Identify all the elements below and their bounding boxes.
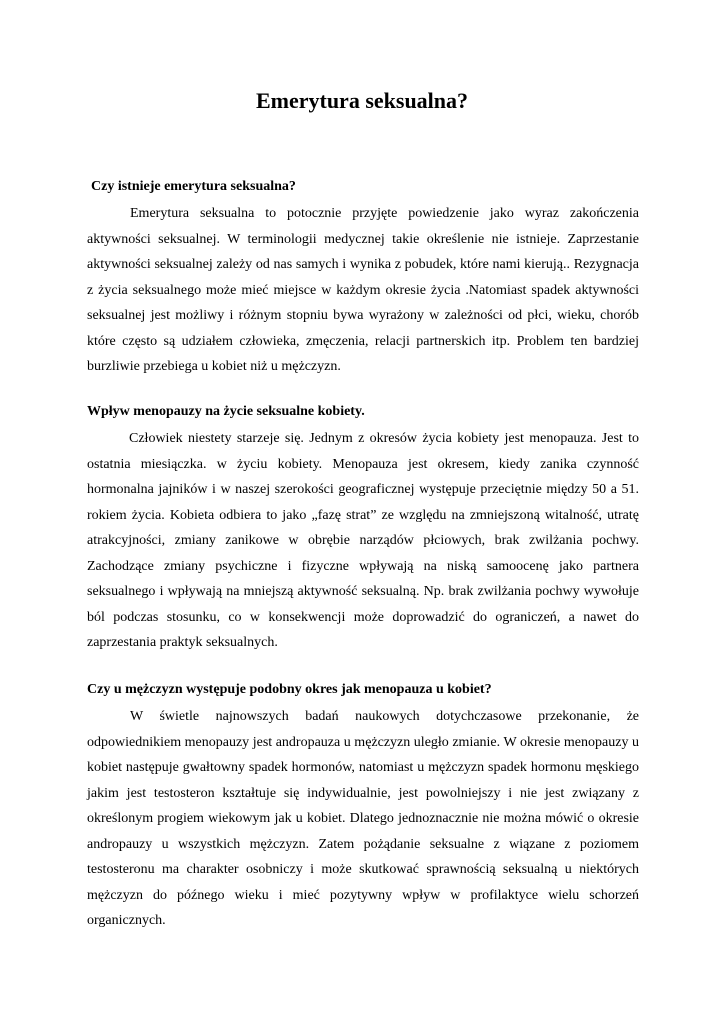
section-emerytura <box>87 178 639 380</box>
section-heading: Czy u mężczyzn występuje podobny okres jak menopauza u kobiet? <box>87 682 492 697</box>
section-menopauza <box>87 403 639 656</box>
section-paragraph: Człowiek niestety starzeje się. Jednym z okresów życia kobiety jest menopauza. Jest to ostatnia miesiączka. w życiu kobiety. Menopauza jest okresem, kiedy zanika czynność hormonalna jajników i w naszej szerokości geograficznej występuje przeciętnie między 50 a 51. rokiem życia. Kobieta odbiera to jako „fazę strat” ze względu na zmniejszoną witalność, utratę atrakcyjności, zmiany zanikowe w obrębie narządów płciowych, brak zwilżania pochwy. Zachodzące zmiany psychiczne i fizyczne wpływają na niską samoocenę jako partnera seksualnego i wpływają na mniejszą aktywność seksualną. Np. brak zwilżania pochwy wywołuje ból podczas stosunku, co w konsekwencji może doprowadzić do ograniczeń, a nawet do zaprzestania praktyk seksualnych. <box>87 431 639 650</box>
section-paragraph: W świetle najnowszych badań naukowych dotychczasowe przekonanie, że odpowiednikiem menopauzy jest andropauza u mężczyzn uległo zmianie. W okresie menopauzy u kobiet następuje gwałtowny spadek hormonów, natomiast u mężczyzn spadek hormonu męskiego jakim jest testosteron kształtuje się indywidualnie, jest powolniejszy i nie jest związany z określonym progiem wiekowym jak u kobiet. Dlatego jednoznacznie nie można mówić o okresie andropauzy u wszystkich mężczyzn. Zatem pożądanie seksualne z wiązane z poziomem testosteronu ma charakter osobniczy i może skutkować sprawnością seksualną u niektórych mężczyzn do późnego wieku i mieć pozytywny wpływ w profilaktyce wielu schorzeń organicznych. <box>87 709 639 928</box>
section-paragraph: Emerytura seksualna to potocznie przyjęte powiedzenie jako wyraz zakończenia aktywności seksualnej. W terminologii medycznej takie określenie nie istnieje. Zaprzestanie aktywności seksualnej zależy od nas samych i wynika z pobudek, które nami kierują.. Rezygnacja z życia seksualnego może mieć miejsce w każdym okresie życia .Natomiast spadek aktywności seksualnej jest możliwy i różnym stopniu bywa wyrażony w zależności od płci, wieku, chorób które często są udziałem człowieka, zmęczenia, relacji partnerskich itp. Problem ten bardziej burzliwie przebiega u kobiet niż u mężczyzn. <box>87 206 639 374</box>
section-andropauza <box>87 681 639 934</box>
document-title: Emerytura seksualna? <box>255 88 469 113</box>
section-heading: Czy istnieje emerytura seksualna? <box>91 179 296 194</box>
section-heading: Wpływ menopauzy na życie seksualne kobiety. <box>87 404 365 419</box>
